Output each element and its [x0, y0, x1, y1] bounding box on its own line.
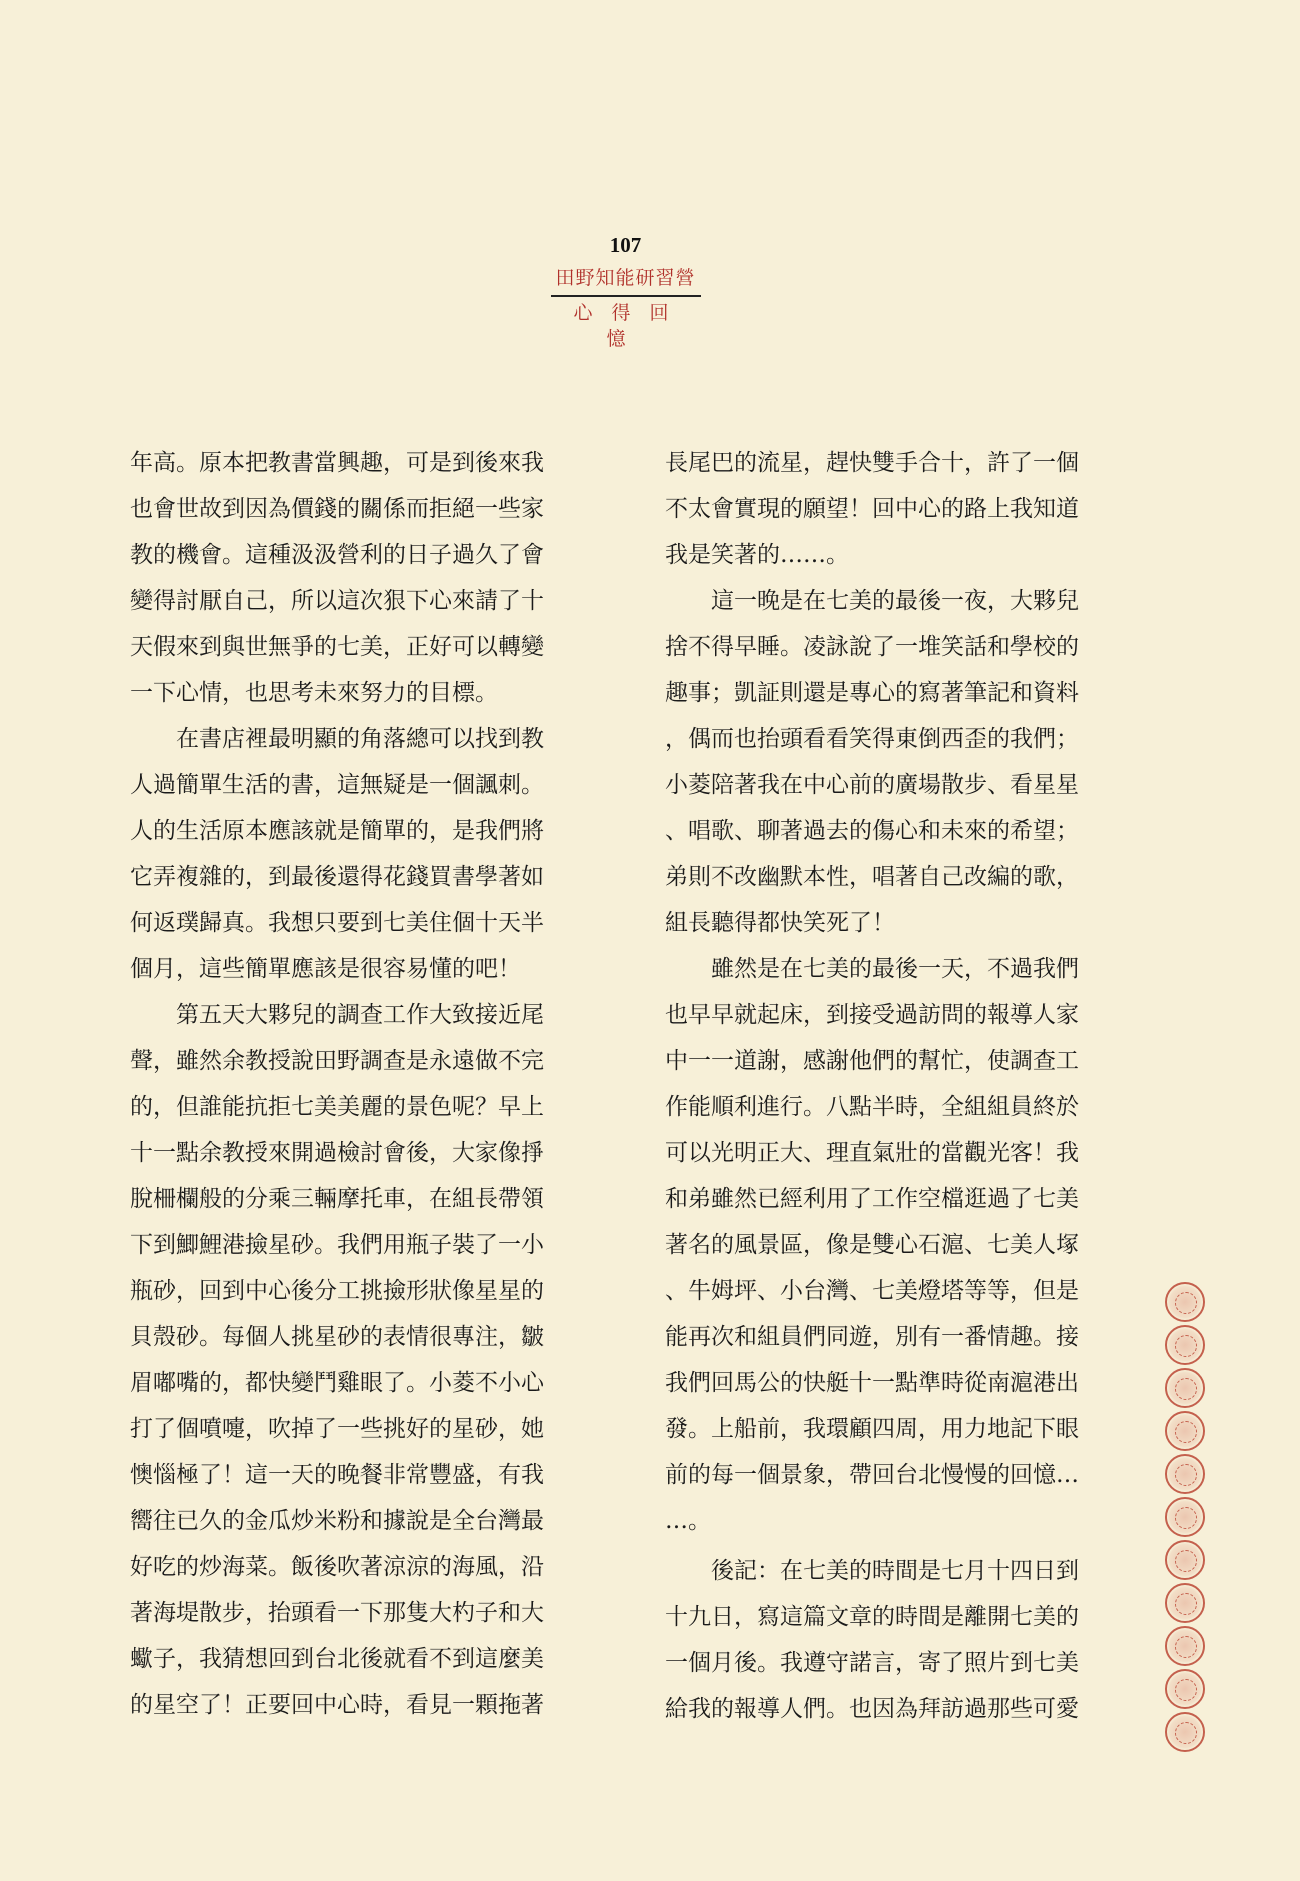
text-line: 脫柵欄般的分乘三輛摩托車，在組長帶領 — [130, 1186, 544, 1212]
text-line: 眉嘟嘴的，都快變鬥雞眼了。小菱不小心 — [130, 1370, 544, 1396]
seal-stamp-icon — [1165, 1497, 1205, 1537]
text-line: 十一點余教授來開過檢討會後，大家像掙 — [130, 1140, 544, 1166]
seal-stamp-icon — [1165, 1626, 1205, 1666]
text-line: 十九日，寫這篇文章的時間是離開七美的 — [665, 1604, 1079, 1630]
series-title: 田野知能研習營 — [551, 266, 701, 297]
text-line: 好吃的炒海菜。飯後吹著涼涼的海風，沿 — [130, 1554, 544, 1580]
text-line: 後記：在七美的時間是七月十四日到 — [711, 1558, 1079, 1584]
text-line: 我是笑著的……。 — [665, 542, 849, 568]
right-text-column — [665, 440, 1123, 1732]
seal-stamp-icon — [1165, 1411, 1205, 1451]
page-header — [0, 232, 1251, 353]
text-line: 在書店裡最明顯的角落總可以找到教 — [176, 726, 544, 752]
seal-stamp-icon — [1165, 1325, 1205, 1365]
text-line: 雖然是在七美的最後一天，不過我們 — [711, 956, 1079, 982]
text-line: 天假來到與世無爭的七美，正好可以轉變 — [130, 634, 544, 660]
text-line: 作能順利進行。八點半時，全組組員終於 — [665, 1094, 1079, 1120]
text-line: 蠍子，我猜想回到台北後就看不到這麼美 — [130, 1646, 544, 1672]
seal-stamp-icon — [1165, 1583, 1205, 1623]
decorative-seal-strip — [1162, 1282, 1208, 1752]
text-line: 的，但誰能抗拒七美美麗的景色呢？早上 — [130, 1094, 544, 1120]
text-line: 著名的風景區，像是雙心石滬、七美人塚 — [665, 1232, 1079, 1258]
seal-stamp-icon — [1165, 1669, 1205, 1709]
text-line: 也會世故到因為價錢的關係而拒絕一些家 — [130, 496, 544, 522]
text-line: 能再次和組員們同遊，別有一番情趣。接 — [665, 1324, 1079, 1350]
text-line: 長尾巴的流星，趕快雙手合十，許了一個 — [665, 450, 1079, 476]
text-line: 我們回馬公的快艇十一點準時從南滬港出 — [665, 1370, 1079, 1396]
text-line: 它弄複雜的，到最後還得花錢買書學著如 — [130, 864, 544, 890]
text-line: 中一一道謝，感謝他們的幫忙，使調查工 — [665, 1048, 1079, 1074]
text-line: 打了個噴嚏，吹掉了一些挑好的星砂，她 — [130, 1416, 544, 1442]
text-line: 組長聽得都快笑死了！ — [665, 910, 895, 936]
text-line: 一下心情，也思考未來努力的目標。 — [130, 680, 498, 706]
text-line: 年高。原本把教書當興趣，可是到後來我 — [130, 450, 544, 476]
text-line: 不太會實現的願望！回中心的路上我知道 — [665, 496, 1079, 522]
text-line: 個月，這些簡單應該是很容易懂的吧！ — [130, 956, 521, 982]
text-line: ，偶而也抬頭看看笑得東倒西歪的我們； — [665, 726, 1079, 752]
text-line: 教的機會。這種汲汲營利的日子過久了會 — [130, 542, 544, 568]
text-line: 一個月後。我遵守諾言，寄了照片到七美 — [665, 1650, 1079, 1676]
text-line: 變得討厭自己，所以這次狠下心來請了十 — [130, 588, 544, 614]
text-line: 瓶砂，回到中心後分工挑撿形狀像星星的 — [130, 1278, 544, 1304]
page-number: 107 — [609, 233, 642, 257]
text-line: 可以光明正大、理直氣壯的當觀光客！我 — [665, 1140, 1079, 1166]
text-line: 前的每一個景象，帶回台北慢慢的回憶… — [665, 1462, 1079, 1488]
left-text-column — [130, 440, 586, 1728]
text-line: 的星空了！正要回中心時，看見一顆拖著 — [130, 1692, 544, 1718]
text-line: 小菱陪著我在中心前的廣場散步、看星星 — [665, 772, 1079, 798]
text-line: 聲，雖然余教授說田野調查是永遠做不完 — [130, 1048, 544, 1074]
text-line: 和弟雖然已經利用了工作空檔逛過了七美 — [665, 1186, 1079, 1212]
text-line: 、牛姆坪、小台灣、七美燈塔等等，但是 — [665, 1278, 1079, 1304]
seal-stamp-icon — [1165, 1368, 1205, 1408]
text-line: 人過簡單生活的書，這無疑是一個諷刺。 — [130, 772, 544, 798]
text-line: 下到鯽鯉港撿星砂。我們用瓶子裝了一小 — [130, 1232, 544, 1258]
text-line: 懊惱極了！這一天的晚餐非常豐盛，有我 — [130, 1462, 544, 1488]
text-line: 趣事；凱証則還是專心的寫著筆記和資料 — [665, 680, 1079, 706]
text-line: 捨不得早睡。凌詠說了一堆笑話和學校的 — [665, 634, 1079, 660]
text-line: 人的生活原本應該就是簡單的，是我們將 — [130, 818, 544, 844]
text-line: 給我的報導人們。也因為拜訪過那些可愛 — [665, 1696, 1079, 1722]
series-subtitle: 心得回憶 — [573, 303, 688, 350]
text-line: 第五天大夥兒的調查工作大致接近尾 — [176, 1002, 544, 1028]
text-line: 弟則不改幽默本性，唱著自己改編的歌， — [665, 864, 1079, 890]
text-line: 嚮往已久的金瓜炒米粉和據說是全台灣最 — [130, 1508, 544, 1534]
text-line: 也早早就起床，到接受過訪問的報導人家 — [665, 1002, 1079, 1028]
seal-stamp-icon — [1165, 1712, 1205, 1752]
seal-stamp-icon — [1165, 1540, 1205, 1580]
text-line: 何返璞歸真。我想只要到七美住個十天半 — [130, 910, 544, 936]
text-line: 發。上船前，我環顧四周，用力地記下眼 — [665, 1416, 1079, 1442]
text-line: 貝殼砂。每個人挑星砂的表情很專注，皺 — [130, 1324, 544, 1350]
text-line: …。 — [665, 1508, 711, 1534]
text-line: 著海堤散步，抬頭看一下那隻大杓子和大 — [130, 1600, 544, 1626]
seal-stamp-icon — [1165, 1282, 1205, 1322]
text-line: 、唱歌、聊著過去的傷心和未來的希望； — [665, 818, 1079, 844]
text-line: 這一晚是在七美的最後一夜，大夥兒 — [711, 588, 1079, 614]
seal-stamp-icon — [1165, 1454, 1205, 1494]
